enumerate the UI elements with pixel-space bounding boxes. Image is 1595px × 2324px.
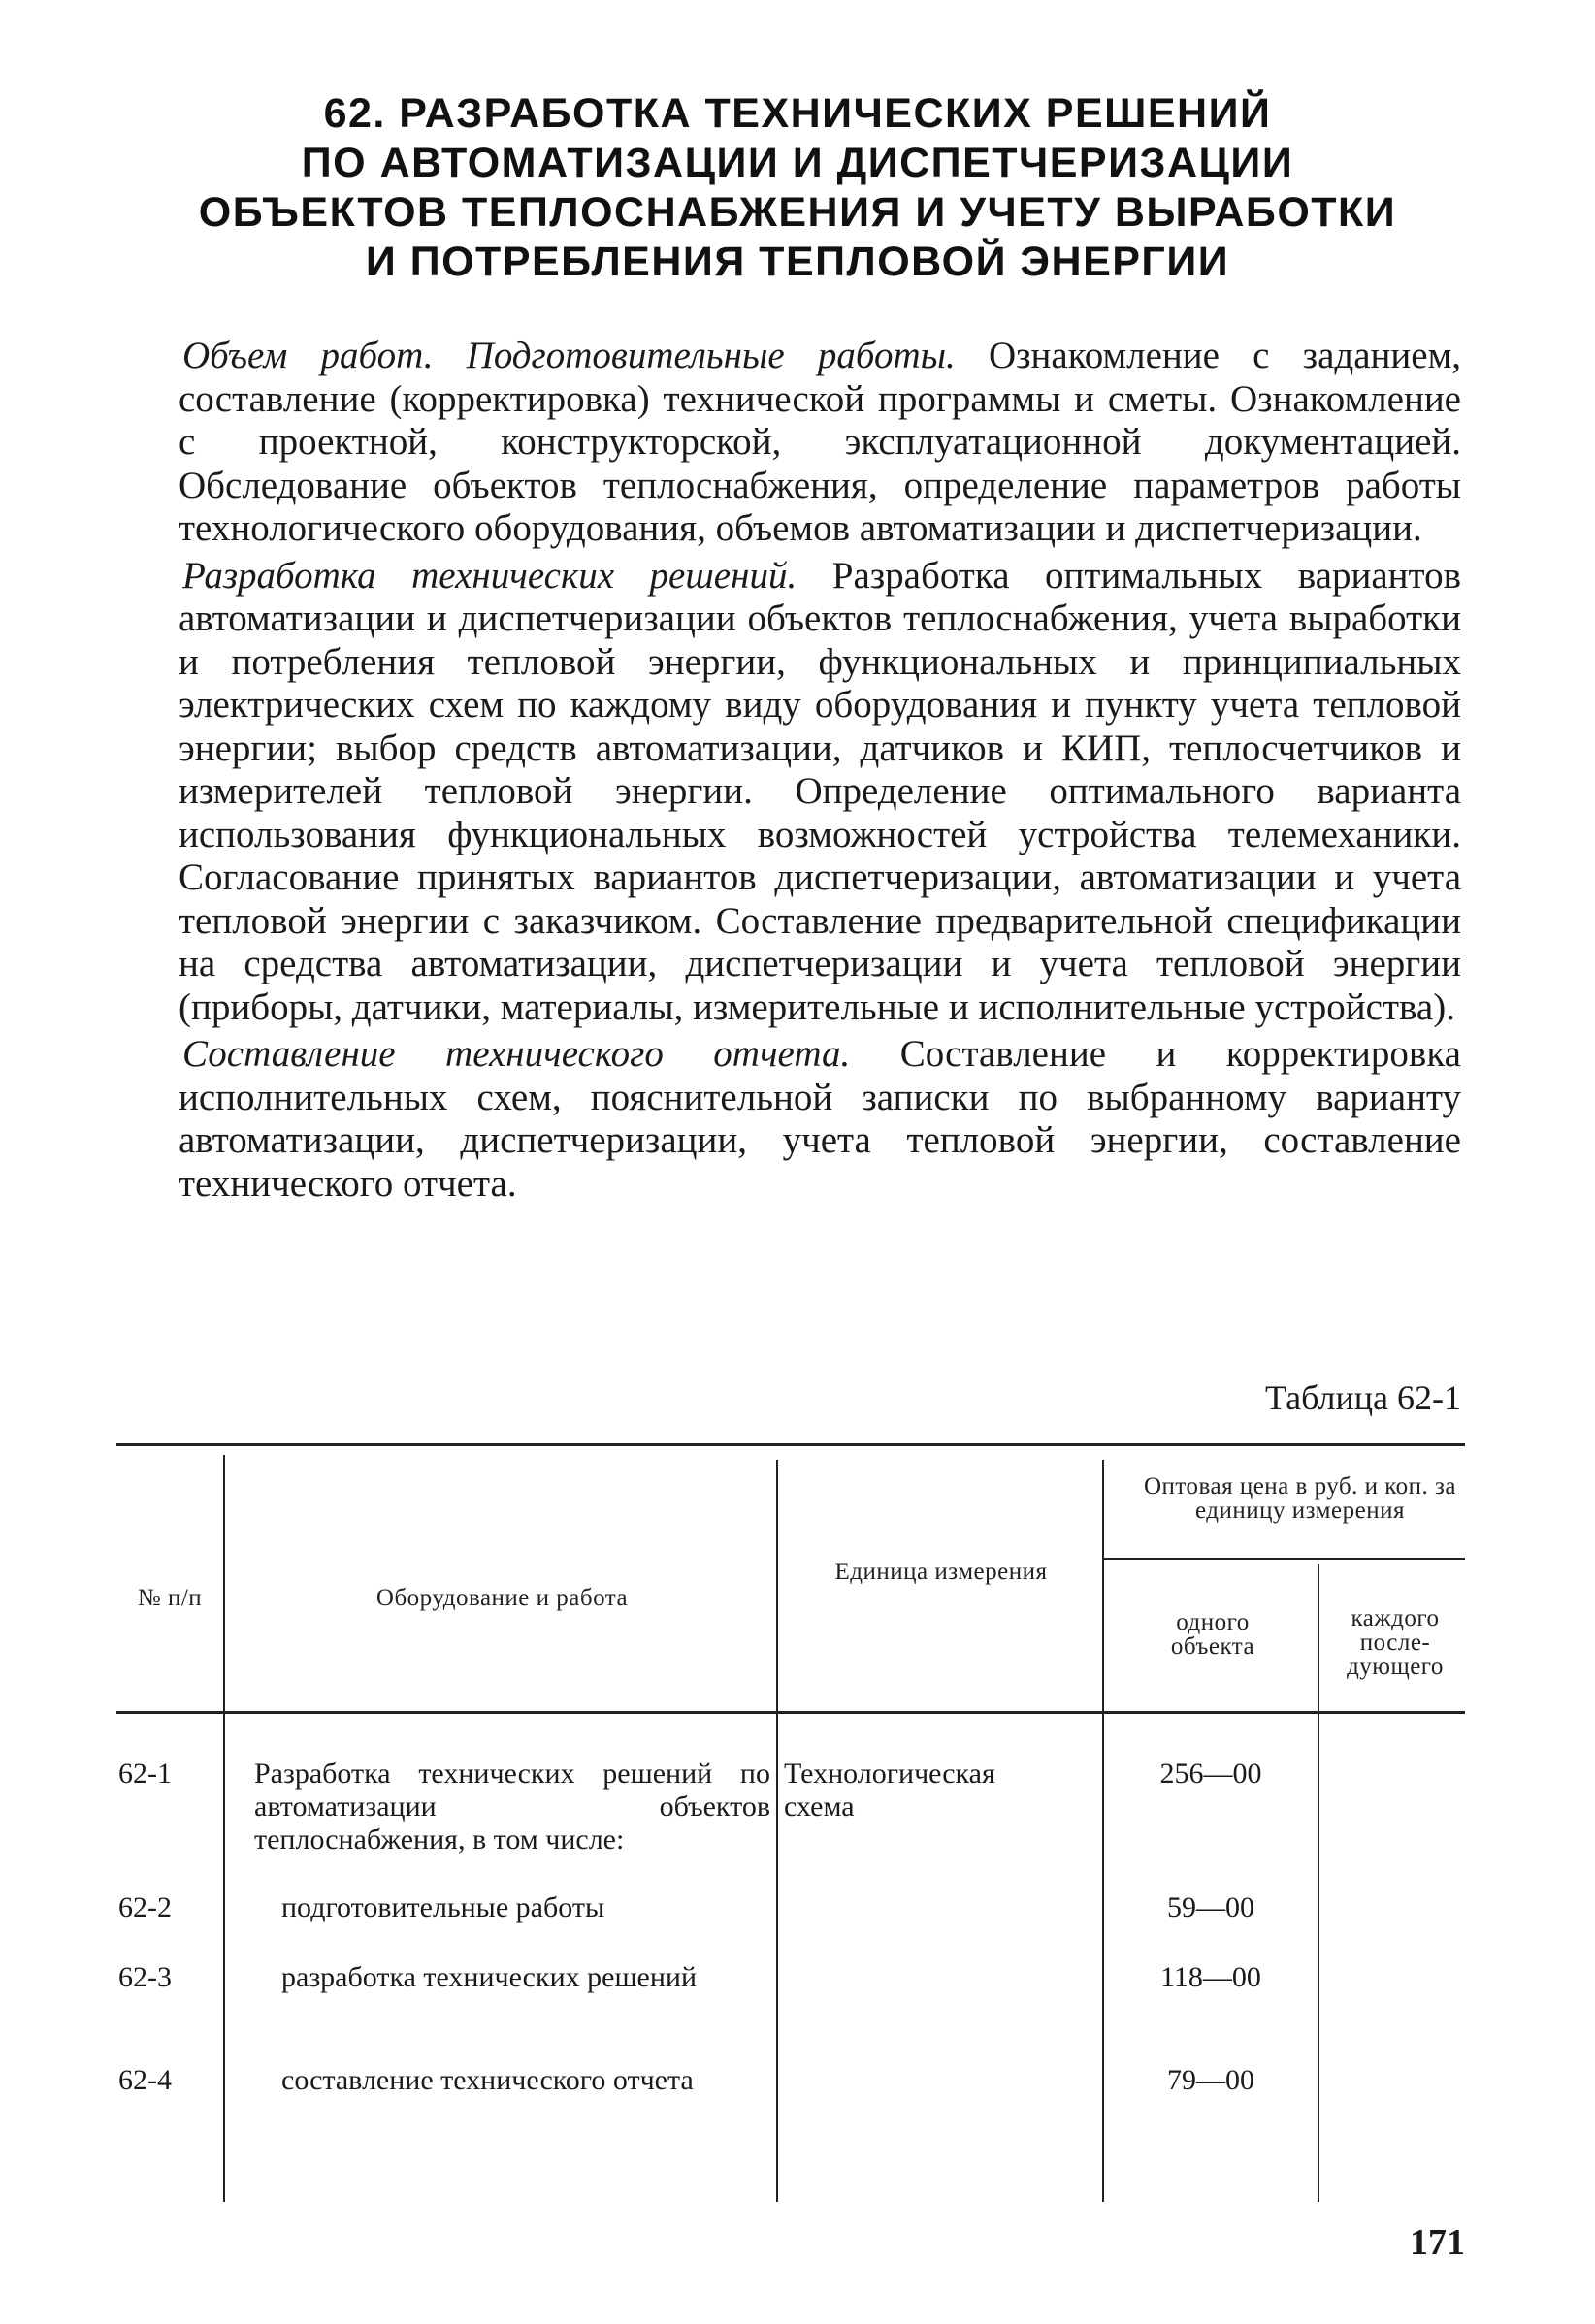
title-line: И ПОТРЕБЛЕНИЯ ТЕПЛОВОЙ ЭНЕРГИИ xyxy=(365,239,1230,285)
paragraph-body: Разработка оптимальных вариантов автоматизации и диспетчеризации объектов теплоснабжения, учета выработки и потребления тепловой энергии, функциональных и принципиальных электрических схем по каждому виду оборудования и пункту учета тепловой энергии; выбор средств автоматизации, датчиков и КИП, теплосчетчиков и измерителей тепловой энергии. Определение оптимального варианта использования функциональных возможностей устройства телемеханики. Согласование принятых вариантов диспетчеризации, автоматизации и учета тепловой энергии с заказчиком. Составление предварительной спецификации на средства автоматизации, диспетчеризации и учета тепловой энергии (приборы, датчики, материалы, измерительные и исполнительные устройства). xyxy=(179,554,1461,1028)
page-number: 171 xyxy=(1410,2222,1465,2263)
table-top-rule xyxy=(116,1443,1465,1446)
title-line: 62. РАЗРАБОТКА ТЕХНИЧЕСКИХ РЕШЕНИЙ xyxy=(323,90,1272,137)
row-number: 62-1 xyxy=(118,1758,172,1790)
column-divider xyxy=(1318,1564,1319,2202)
column-divider xyxy=(223,1455,225,2202)
row-number: 62-2 xyxy=(118,1891,172,1923)
row-unit: Технологическая схема xyxy=(784,1758,995,1823)
header-unit: Единица измерения xyxy=(834,1559,1048,1585)
header-work: Оборудование и работа xyxy=(375,1585,629,1611)
title-line: ОБЪЕКТОВ ТЕПЛОСНАБЖЕНИЯ И УЧЕТУ ВЫРАБОТКИ xyxy=(198,189,1397,236)
table-caption: Таблица 62-1 xyxy=(1265,1378,1461,1417)
row-work: составление технического отчета xyxy=(281,2064,694,2096)
header-price-one: одного объекта xyxy=(1170,1609,1255,1660)
row-work: подготовительные работы xyxy=(281,1891,605,1923)
row-price-one: 59—00 xyxy=(1167,1891,1254,1923)
paragraph-body: Ознакомление с заданием, составление (корректировка) технической программы и сметы. Ознакомление с проектной, конструкторской, эксплуатационной документацией. Обследование объектов теплоснабжения, определение параметров работы технологического оборудования, объемов автоматизации и диспетчеризации. xyxy=(179,335,1462,549)
header-price-each: каждого после-дующего xyxy=(1347,1605,1444,1680)
paragraph-lead: Объем работ. Подготовительные работы. xyxy=(182,335,956,376)
row-number: 62-4 xyxy=(118,2064,172,2096)
header-price-group: Оптовая цена в руб. и коп. за единицу измерения xyxy=(1143,1473,1457,1524)
header-number: № п/п xyxy=(137,1585,203,1611)
row-price-one: 79—00 xyxy=(1167,2064,1254,2096)
title-line: ПО АВТОМАТИЗАЦИИ И ДИСПЕТЧЕРИЗАЦИИ xyxy=(301,140,1294,186)
column-divider xyxy=(776,1460,778,2202)
row-number: 62-3 xyxy=(118,1961,172,1993)
paragraph-body: Составление и корректировка исполнительных схем, пояснительной записки по выбранному варианту автоматизации, диспетчеризации, учета тепловой энергии, составление технического отчета. xyxy=(179,1033,1461,1205)
row-work: Разработка технических решений по автоматизации объектов теплоснабжения, в том числе: xyxy=(254,1758,770,1856)
column-divider xyxy=(1102,1460,1104,2202)
paragraph-lead: Составление технического отчета. xyxy=(182,1033,851,1075)
table-header-bottom-rule xyxy=(116,1711,1465,1714)
paragraph-lead: Разработка технических решений. xyxy=(182,554,798,597)
table-subheader-rule xyxy=(1104,1558,1465,1560)
row-price-one: 256—00 xyxy=(1159,1758,1262,1790)
row-price-one: 118—00 xyxy=(1160,1961,1261,1993)
row-work: разработка технических решений xyxy=(281,1961,698,1993)
